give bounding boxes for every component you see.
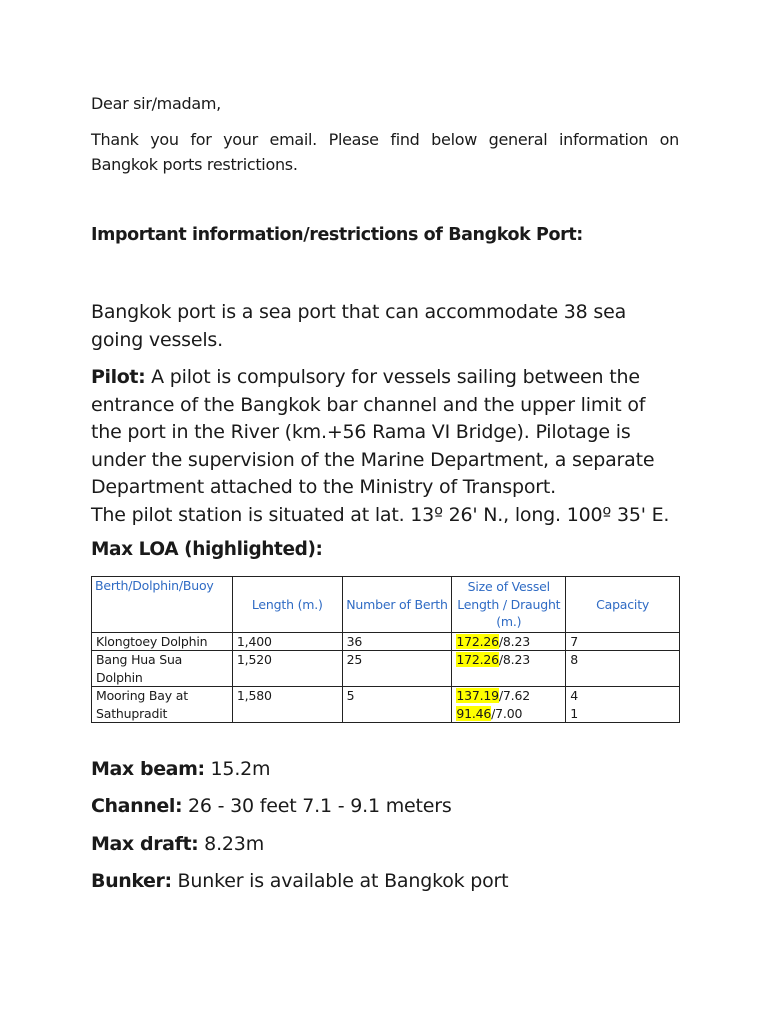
port-capacity-paragraph: Bangkok port is a sea port that can accommodate 38 sea going vessels.: [91, 301, 627, 351]
capacity-cell: [566, 687, 680, 723]
section-heading: Important information/restrictions of Bangkok Port:: [91, 225, 583, 245]
intro-paragraph: Thank you for your email. Please find below general information on Bangkok ports restrictions.: [91, 130, 679, 174]
header-berth: Berth/Dolphin/Buoy: [92, 577, 233, 633]
max-loa-heading: Max LOA (highlighted):: [91, 539, 323, 560]
header-capacity: Capacity: [566, 577, 680, 633]
draught-value: /7.00: [491, 705, 523, 721]
header-size-of-vessel: Size of Vessel Length / Draught (m.): [452, 577, 566, 633]
size-cell: [452, 687, 566, 723]
table-row: [92, 632, 680, 651]
bunker-value: Bunker is available at Bangkok port: [171, 870, 509, 892]
capacity-cell: 8: [566, 651, 680, 687]
pilot-label: Pilot:: [91, 366, 146, 388]
number-cell: 25: [342, 651, 452, 687]
greeting: Dear sir/madam,: [91, 94, 221, 113]
channel-line: [91, 795, 452, 817]
berth-cell: Bang Hua Sua Dolphin: [92, 651, 233, 687]
berths-table: [91, 576, 680, 723]
header-number-of-berth: Number of Berth: [342, 577, 452, 633]
capacity-value: 4: [570, 688, 578, 703]
max-draft-value: 8.23m: [198, 833, 264, 855]
max-loa-highlight: 172.26: [456, 652, 499, 667]
max-draft-label: Max draft:: [91, 833, 199, 855]
max-beam-value: 15.2m: [204, 758, 271, 780]
table-header-row: [92, 577, 680, 633]
max-loa-highlight: 91.46: [456, 705, 492, 721]
pilot-station-text: The pilot station is situated at lat. 13º 26' N., long. 100º 35' E.: [91, 503, 670, 526]
max-loa-highlight: 172.26: [456, 633, 499, 649]
bunker-line: [91, 870, 508, 892]
bunker-label: Bunker:: [91, 870, 172, 892]
draught-value: /7.62: [498, 688, 530, 703]
length-cell: 1,520: [232, 651, 342, 687]
berth-cell: Klongtoey Dolphin: [92, 632, 233, 651]
max-beam-label: Max beam:: [91, 758, 205, 780]
berth-cell: Mooring Bay at Sathupradit: [92, 687, 233, 723]
number-cell: 36: [342, 632, 452, 651]
size-cell: [452, 632, 566, 651]
capacity-value: 1: [570, 705, 578, 721]
capacity-cell: 7: [566, 632, 680, 651]
length-cell: 1,580: [232, 687, 342, 723]
max-beam-line: [91, 758, 270, 780]
table-row: [92, 651, 680, 687]
draught-value: /8.23: [498, 633, 530, 649]
length-cell: 1,400: [232, 632, 342, 651]
channel-value: 26 - 30 feet 7.1 - 9.1 meters: [182, 795, 452, 817]
max-draft-line: [91, 833, 264, 855]
size-cell: [452, 651, 566, 687]
table-row: [92, 687, 680, 723]
number-cell: 5: [342, 687, 452, 723]
channel-label: Channel:: [91, 795, 183, 817]
header-length: Length (m.): [232, 577, 342, 633]
pilot-text: A pilot is compulsory for vessels sailing between the entrance of the Bangkok bar channel and the upper limit of the port in the River (km.+56 Rama VI Bridge). Pilotage is under the supervision of the Marine Department, a separate Department attached to the Ministry of Transport.: [91, 366, 655, 498]
pilot-paragraph: [91, 364, 681, 529]
max-loa-highlight: 137.19: [456, 688, 499, 703]
draught-value: /8.23: [498, 652, 530, 667]
